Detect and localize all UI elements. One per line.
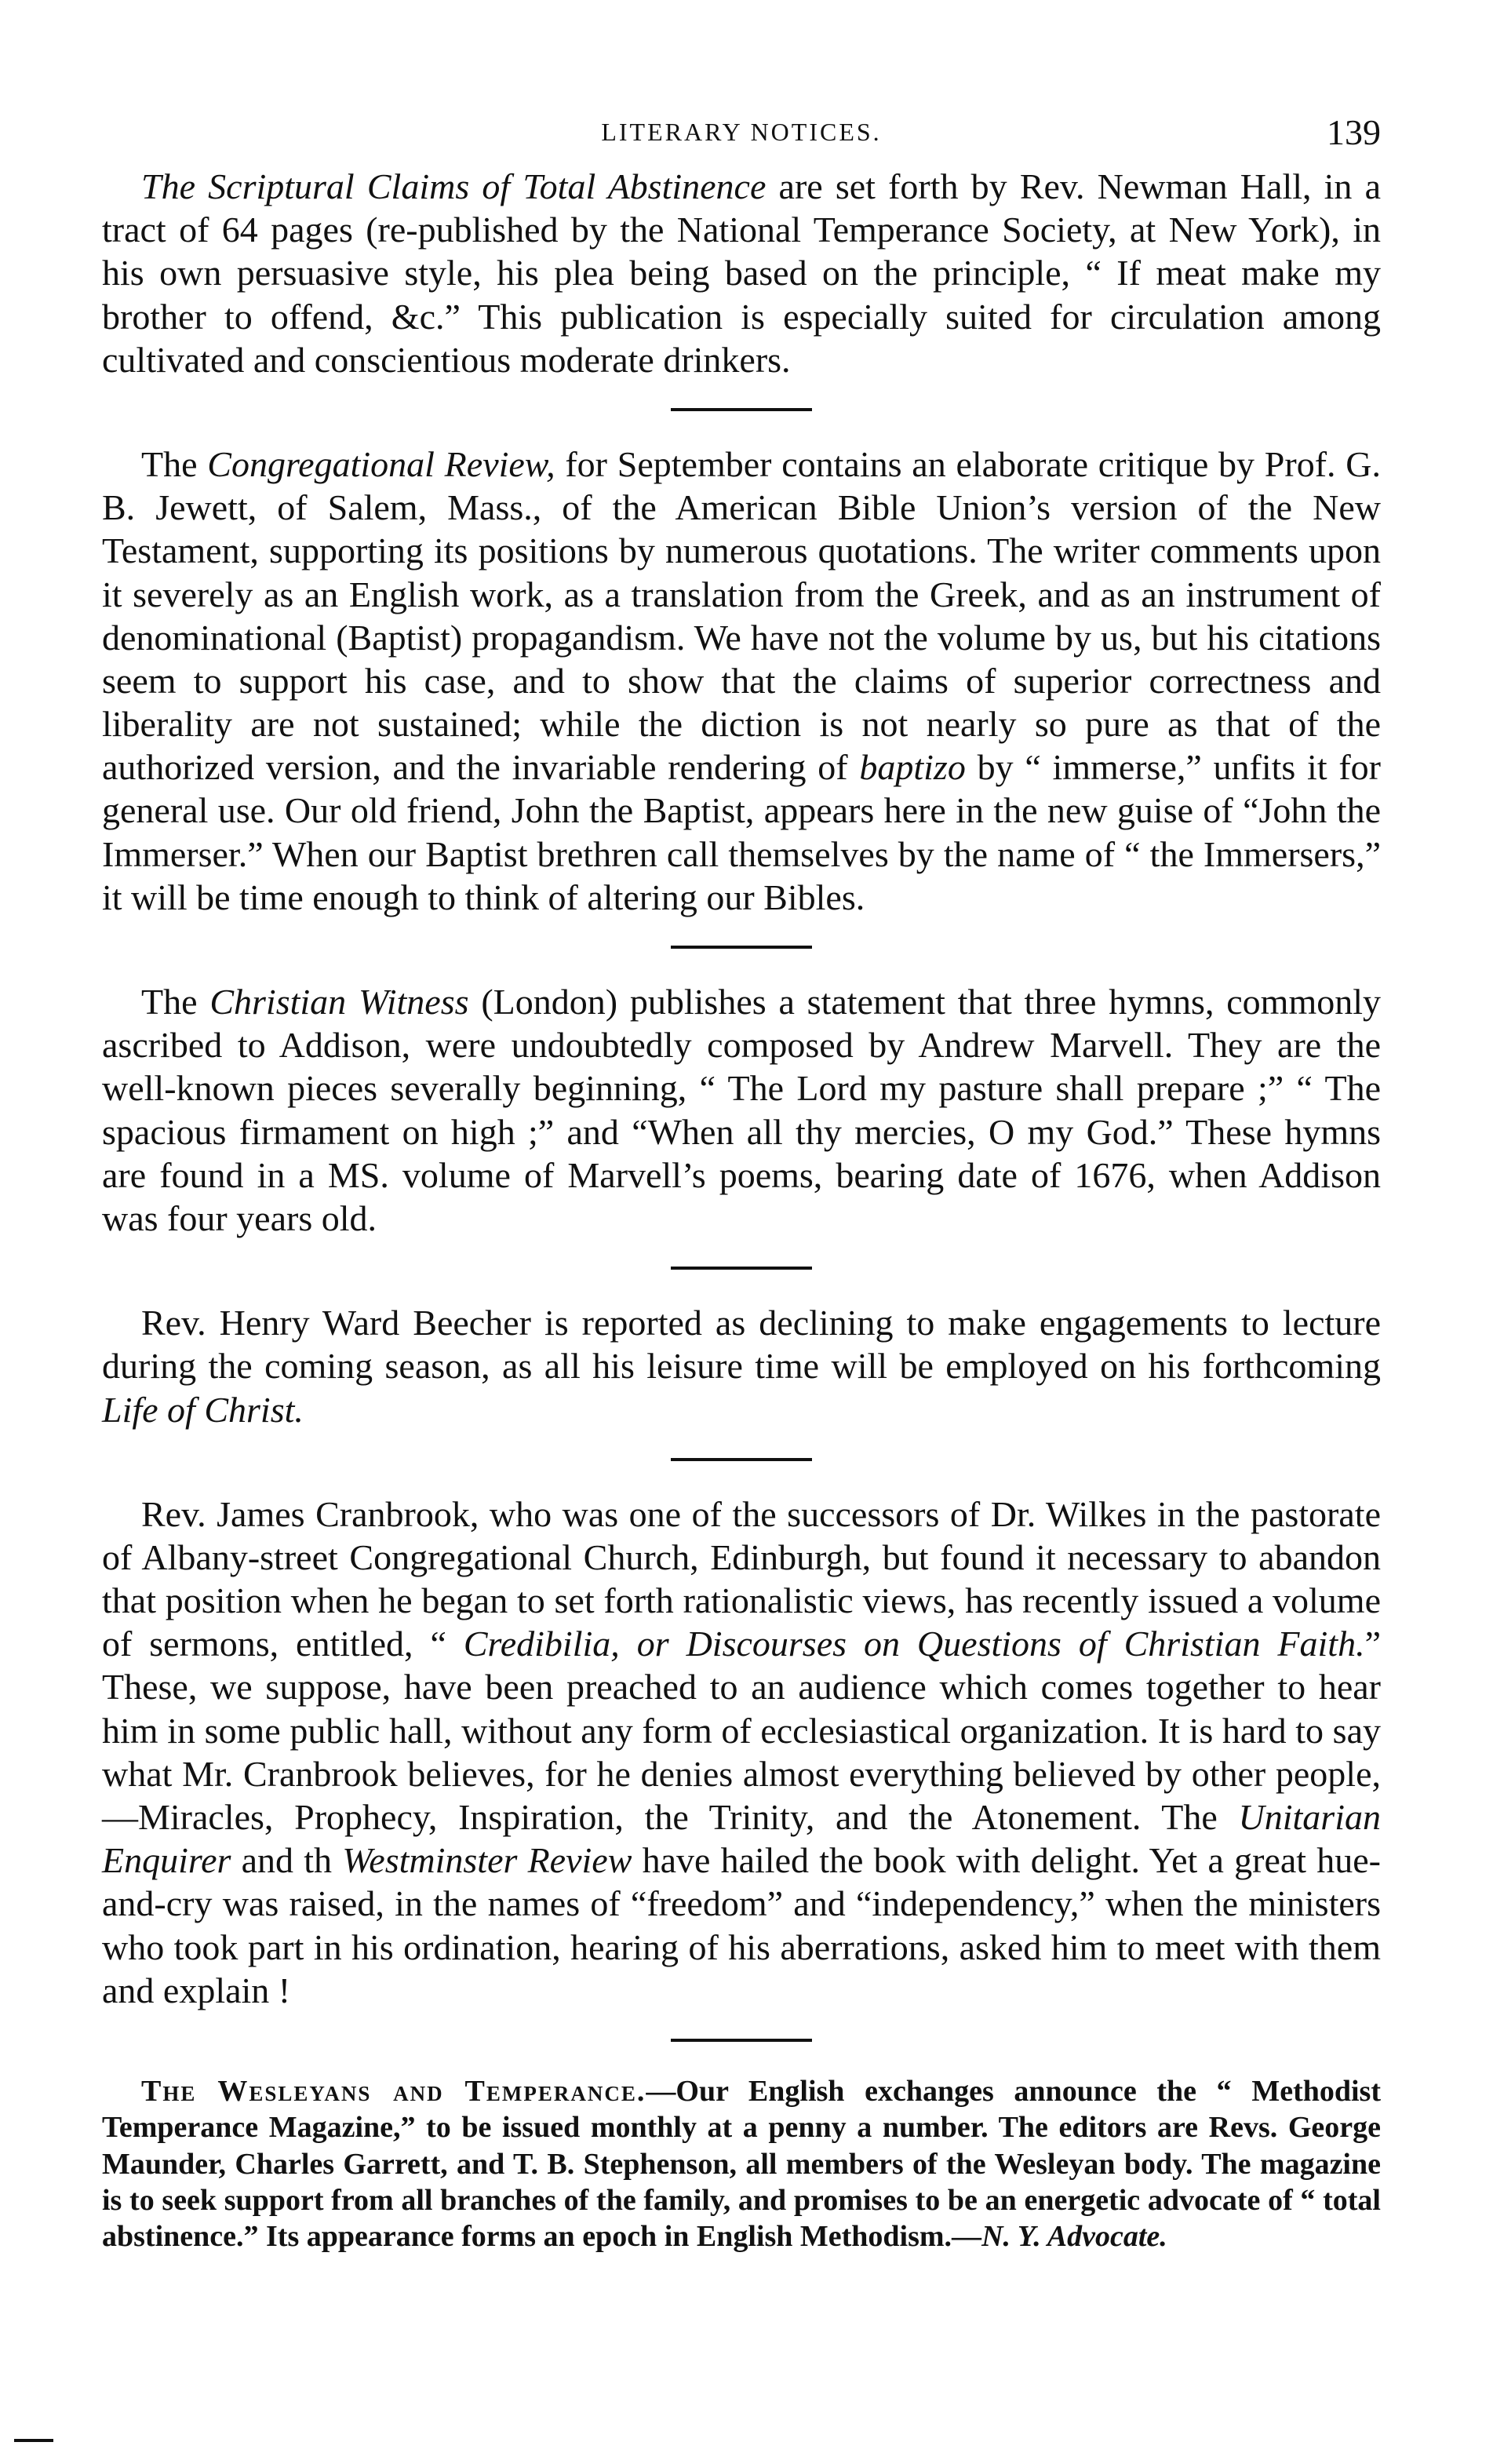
running-head: [102, 112, 1381, 165]
italic-title: Credibilia, or Discourses on Questions of Christian Faith.: [463, 1624, 1365, 1664]
notice-text: Rev. James Cranbrook, who was one of the successors of Dr. Wilkes in the pastorate of Albany-street Congregational Church, Edinburgh, but found it necessary to abandon that position when he began to set forth rationalistic views, has recently issued a volume of sermons, entitled, “: [102, 1493, 1381, 1664]
separator-rule: [671, 946, 812, 949]
italic-title: Westminster Review: [342, 1840, 632, 1881]
separator-rule: [671, 2039, 812, 2042]
small-caps-heading: The Wesleyans and Temperance.: [141, 2074, 646, 2108]
separator-rule: [671, 408, 812, 411]
notice-text: —Our English exchanges announce the “ Methodist Temperance Magazine,” to be issued monthly at a penny a number. The editors are Revs. George Maunder, Charles Garrett, and T. B. Stephenson, all members of the Wesleyan body. The magazine is to seek support from all branches of the family, and promises to be an energetic advocate of “ total abstinence.” Its appearance forms an epoch in English Methodism.—: [102, 2074, 1381, 2254]
italic-title: Unitarian Enquirer: [102, 1797, 1381, 1881]
notice-paragraph: [102, 1493, 1381, 2012]
notice-paragraph: [102, 2073, 1381, 2255]
italic-title: N. Y. Advocate.: [981, 2220, 1167, 2254]
notice-text: are set forth by Rev. Newman Hall, in a tract of 64 pages (re-published by the National Temperance Society, at New York), in his own persuasive style, his plea being based on the principle, “ If meat make my brother to offend, &c.” This publication is especially suited for circulation among cultivated and conscientious moderate drinkers.: [102, 166, 1382, 380]
notice-text: by “ immerse,” unfits it for general use. Our old friend, John the Baptist, appears here in the new guise of “John the Immerser.” When our Baptist brethren call themselves by the name of “ the Immersers,” it will be time enough to think of altering our Bibles.: [102, 747, 1381, 917]
notice-paragraph: [102, 980, 1381, 1240]
notice-text: ” These, we suppose, have been preached to an audience which comes together to hear him in some public hall, without any form of ecclesiastical organization. It is hard to say what Mr. Cranbrook believes, for he denies almost everything believed by other people,—Miracles, Prophecy, Inspiration, the Trinity, and the Atonement. The: [102, 1624, 1381, 1837]
page: [102, 112, 1382, 2255]
italic-title: Congregational Review,: [207, 443, 555, 484]
italic-title: The Scriptural Claims of Total Abstinence: [141, 166, 767, 206]
notices-column: [102, 165, 1381, 2255]
notice-text: (London) publishes a statement that three hymns, commonly ascribed to Addison, were undoubtedly composed by Andrew Marvell. They are the well-known pieces severally beginning, “ The Lord my pasture shall prepare ;” “ The spacious firmament on high ;” and “When all thy mercies, O my God.” These hymns are found in a MS. volume of Marvell’s poems, bearing date of 1676, when Addison was four years old.: [102, 982, 1382, 1238]
separator-rule: [671, 1267, 812, 1270]
separator-rule: [671, 1458, 812, 1461]
notice-text: Rev. Henry Ward Beecher is reported as declining to make engagements to lecture during the coming season, as all his leisure time will be employed on his forthcoming: [102, 1303, 1381, 1387]
notice-text: The: [141, 982, 210, 1022]
footer-rule: [14, 2439, 53, 2442]
notice-text: have hailed the book with delight. Yet a great hue-and-cry was raised, in the names of “freedom” and “independency,” when the ministers who took part in his ordination, hearing of his aberrations, asked him to meet with them and explain !: [102, 1840, 1381, 2010]
notice-paragraph: [102, 165, 1381, 381]
italic-title: Christian Witness: [209, 982, 469, 1022]
notice-text: and th: [231, 1840, 343, 1881]
notice-paragraph: [102, 1301, 1381, 1431]
italic-title: Life of Christ.: [102, 1389, 304, 1430]
italic-title: baptizo: [859, 747, 966, 788]
notice-paragraph: [102, 443, 1381, 919]
page-number: 139: [1327, 112, 1381, 152]
running-title: LITERARY NOTICES.: [601, 118, 882, 146]
notice-text: The: [141, 443, 208, 484]
notice-text: for September contains an elaborate critique by Prof. G. B. Jewett, of Salem, Mass., of the American Bible Union’s version of the New Testament, supporting its positions by numerous quotations. The writer comments upon it severely as an English work, as a translation from the Greek, and as an instrument of denominational (Baptist) propagandism. We have not the volume by us, but his citations seem to support his case, and to show that the claims of superior correctness and liberality are not sustained; while the diction is not nearly so pure as that of the authorized version, and the invariable rendering of: [102, 443, 1381, 788]
